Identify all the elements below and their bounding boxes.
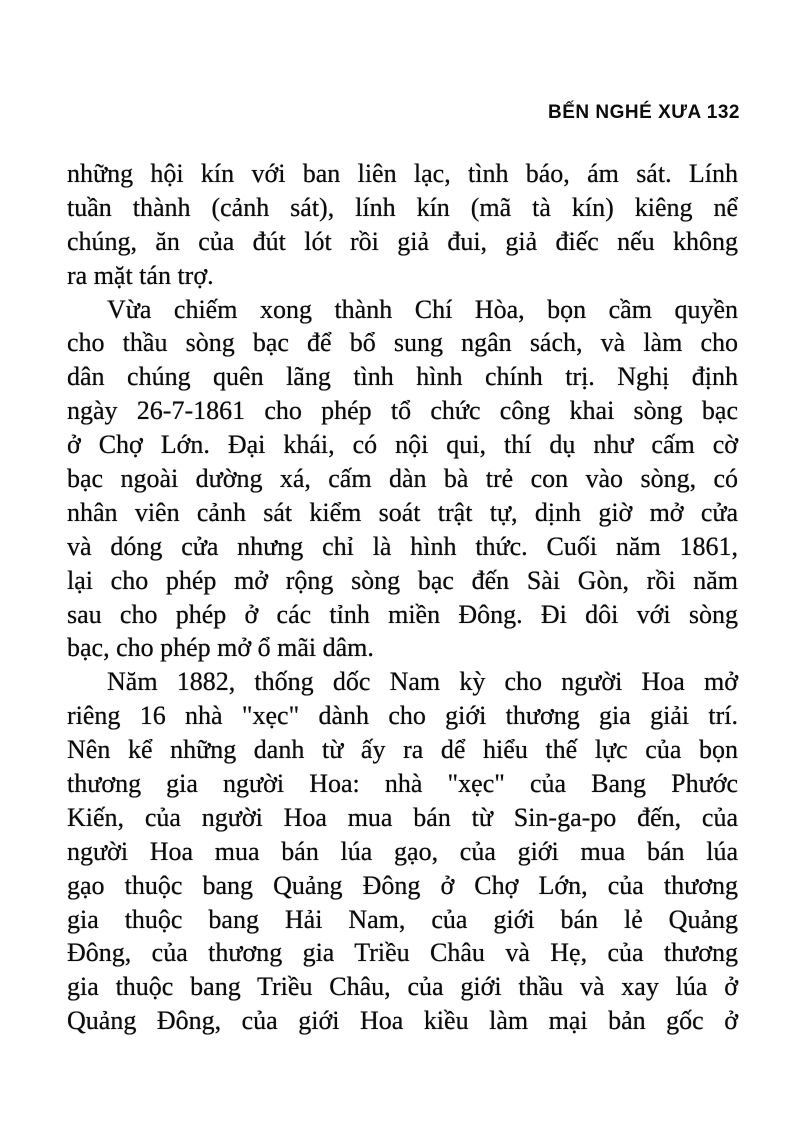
text-line: sau cho phép ở các tỉnh miền Đông. Đi dôi với sòng xyxy=(67,599,738,629)
text-line: và dóng cửa nhưng chỉ là hình thức. Cuối năm 1861, xyxy=(67,531,738,561)
text-line: gia thuộc bang Hải Nam, của giới bán lẻ Quảng xyxy=(67,904,738,934)
text-line: bạc ngoài dường xá, cấm dàn bà trẻ con vào sòng, có xyxy=(67,464,738,494)
text-line: ra mặt tán trợ. xyxy=(67,260,214,290)
text-line: người Hoa mua bán lúa gạo, của giới mua bán lúa xyxy=(67,836,738,866)
text-line: gia thuộc bang Triều Châu, của giới thầu và xay lúa ở xyxy=(67,972,738,1002)
text-line: thương gia người Hoa: nhà "xẹc" của Bang Phước xyxy=(67,769,738,799)
running-header: BẾN NGHÉ XƯA 132 xyxy=(548,102,740,123)
text-line: ngày 26-7-1861 cho phép tổ chức công khai sòng bạc xyxy=(67,396,738,426)
text-line: dân chúng quên lãng tình hình chính trị. Nghị định xyxy=(67,362,738,392)
text-line: bạc, cho phép mở ổ mãi dâm. xyxy=(67,633,374,663)
text-line: những hội kín với ban liên lạc, tình báo, ám sát. Lính xyxy=(67,159,738,188)
text-line: Năm 1882, thống dốc Nam kỳ cho người Hoa mở xyxy=(107,667,738,697)
body-text xyxy=(67,157,738,1038)
text-line: lại cho phép mở rộng sòng bạc đến Sài Gòn, rồi năm xyxy=(67,565,738,595)
text-line: Nên kể những danh từ ấy ra dể hiểu thế lực của bọn xyxy=(67,735,738,765)
text-line: tuần thành (cảnh sát), lính kín (mã tà kín) kiêng nể xyxy=(67,192,738,222)
text-line: riêng 16 nhà "xẹc" dành cho giới thương gia giải trí. xyxy=(67,701,738,731)
text-line: ở Chợ Lớn. Đại khái, có nội qui, thí dụ như cấm cờ xyxy=(67,430,738,460)
text-line: chúng, ăn của đút lót rồi giả đui, giả điếc nếu không xyxy=(67,226,738,256)
text-line: Kiến, của người Hoa mua bán từ Sin-ga-po đến, của xyxy=(67,802,738,832)
text-line: cho thầu sòng bạc để bổ sung ngân sách, và làm cho xyxy=(67,328,738,358)
text-line: nhân viên cảnh sát kiểm soát trật tự, dịnh giờ mở cửa xyxy=(67,497,738,527)
text-line: Đông, của thương gia Triều Châu và Hẹ, của thương xyxy=(67,938,738,968)
text-line: Quảng Đông, của giới Hoa kiều làm mại bản gốc ở xyxy=(67,1006,738,1036)
text-line: Vừa chiếm xong thành Chí Hòa, bọn cầm quyền xyxy=(107,294,738,324)
text-line: gạo thuộc bang Quảng Đông ở Chợ Lớn, của thương xyxy=(67,870,738,900)
